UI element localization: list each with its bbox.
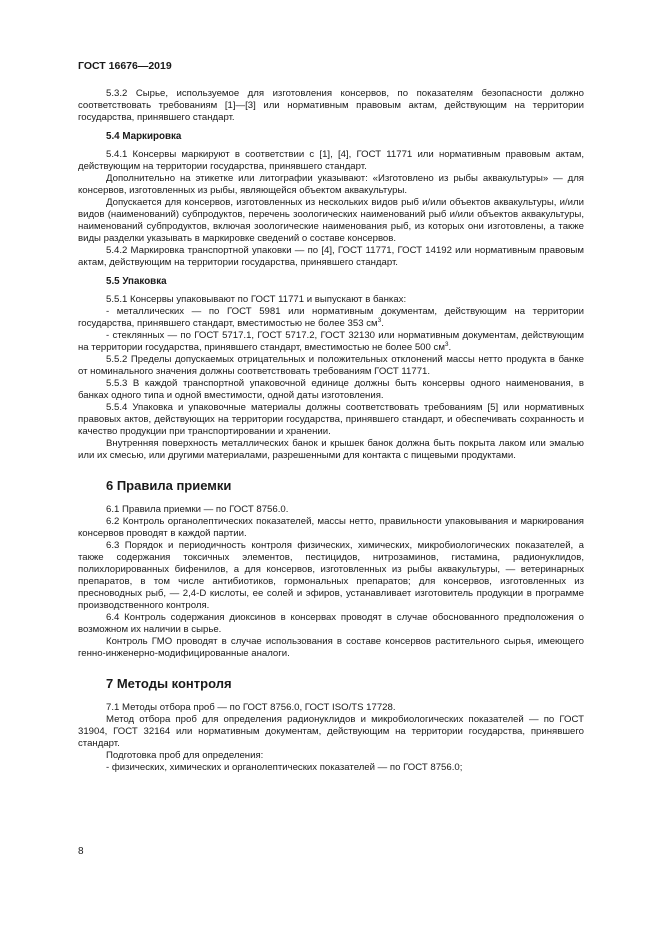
- paragraph-6-2: 6.2 Контроль органолептических показателей, массы нетто, правильности упаковывания и маркирования консервов проводят в каждой партии.: [78, 516, 584, 539]
- paragraph-sampling-method: Метод отбора проб для определения радионуклидов и микробиологических показателей — по ГОСТ 31904, ГОСТ 32164 или нормативным документам, действующим на территории государства, принявшего стандарт.: [78, 714, 584, 749]
- heading-section-6: 6 Правила приемки: [106, 478, 232, 493]
- paragraph-5-4-2: 5.4.2 Маркировка транспортной упаковки — по [4], ГОСТ 11771, ГОСТ 14192 или нормативным правовым актам, действующим на территории государства, принявшего стандарт.: [78, 245, 584, 268]
- paragraph-5-5-2: 5.5.2 Пределы допускаемых отрицательных и положительных отклонений массы нетто продукта в банке от номинального значения должны соответствовать требованиям ГОСТ 11771.: [78, 354, 584, 377]
- page-number: 8: [78, 846, 84, 857]
- paragraph-glass-cans: [78, 330, 584, 354]
- paragraph-5-5-3: 5.5.3 В каждой транспортной упаковочной единице должны быть консервы одного наименования, в банках одного типа и одной вместимости, одной даты изготовления.: [78, 378, 584, 401]
- paragraph-additional-label: Дополнительно на этикетке или литографии указывают: «Изготовлено из рыбы аквакультуры» — для консервов, изготовленных из рыбы, являющейся объектом аквакультуры.: [78, 173, 584, 196]
- paragraph-6-3: 6.3 Порядок и периодичность контроля физических, химических, микробиологических показателей, а также содержания токсичных элементов, пестицидов, нитрозаминов, гистамина, радионуклидов, полихлорированных бифенилов, а для консервов, изготовленных из рыбы аквакультуры, — ветеринарных препаратов, в том числе антибиотиков, гормональных препаратов; для консервов, изготовленных из пресноводных рыб, — 2,4-D кислоты, ее солей и эфиров, устанавливает изготовитель продукции в программе производственного контроля.: [78, 540, 584, 611]
- heading-5-5: 5.5 Упаковка: [106, 276, 167, 287]
- document-header: ГОСТ 16676—2019: [78, 60, 172, 72]
- paragraph-5-5-1: 5.5.1 Консервы упаковывают по ГОСТ 11771 и выпускают в банках:: [106, 294, 407, 305]
- heading-5-4: 5.4 Маркировка: [106, 131, 182, 142]
- paragraph-6-4: 6.4 Контроль содержания диоксинов в консервах проводят в случае обоснованного предположения о возможном их наличии в сырье.: [78, 612, 584, 635]
- paragraph-5-3-2: 5.3.2 Сырье, используемое для изготовления консервов, по показателям безопасности должно соответствовать требованиям [1]—[3] или нормативным правовым актам, действующим на территории государства, принявшего стандарт.: [78, 88, 584, 123]
- paragraph-gmo-control: Контроль ГМО проводят в случае использования в составе консервов растительного сырья, имеющего генно-инженерно-модифицированные аналоги.: [78, 636, 584, 659]
- paragraph-7-1: 7.1 Методы отбора проб — по ГОСТ 8756.0, ГОСТ ISO/TS 17728.: [106, 702, 396, 713]
- paragraph-inner-surface: Внутренняя поверхность металлических банок и крышек банок должна быть покрыта лаком или эмалью или их смесью, или другими материалами, разрешенными для контакта с пищевыми продуктами.: [78, 438, 584, 461]
- paragraph-5-4-1: 5.4.1 Консервы маркируют в соответствии с [1], [4], ГОСТ 11771 или нормативным правовым актам, действующим на территории государства, принявшего стандарт.: [78, 149, 584, 172]
- paragraph-metal-cans: [78, 306, 584, 330]
- metal-cans-text: - металлических — по ГОСТ 5981 или нормативным документам, действующим на территории государства, принявшего стандарт, вместимостью не более 353 см: [78, 306, 584, 329]
- heading-section-7: 7 Методы контроля: [106, 676, 232, 691]
- paragraph-physical-indicators: - физических, химических и органолептических показателей — по ГОСТ 8756.0;: [106, 762, 463, 773]
- superscript-3: 3: [444, 341, 449, 348]
- sentence-end: .: [381, 318, 384, 329]
- document-page: [78, 60, 584, 774]
- paragraph-6-1: 6.1 Правила приемки — по ГОСТ 8756.0.: [106, 504, 289, 515]
- paragraph-sample-prep: Подготовка проб для определения:: [106, 750, 264, 761]
- sentence-end: .: [448, 342, 452, 353]
- superscript-3: 3: [377, 317, 382, 324]
- glass-cans-text: - стеклянных — по ГОСТ 5717.1, ГОСТ 5717.2, ГОСТ 32130 или нормативным документам, действующим на территории государства, принявшего стандарт, вместимостью не более 500 см: [78, 330, 584, 353]
- paragraph-allowed-labeling: Допускается для консервов, изготовленных из нескольких видов рыб и/или объектов аквакультуры, и/или видов (наименований) субпродуктов, перечень зоологических наименований рыб и/или объектов аквакультуры, наименований субпродуктов, включая зоологические наименования рыб, из которых они изготовлены, а также виды разделки указывать в маркировке сведений о составе консервов.: [78, 197, 584, 244]
- paragraph-5-5-4: 5.5.4 Упаковка и упаковочные материалы должны соответствовать требованиям [5] или нормативных правовых актов, действующих на территории государства, принявшего стандарт, и обеспечивать сохранность и качество продукции при транспортировании и хранении.: [78, 402, 584, 437]
